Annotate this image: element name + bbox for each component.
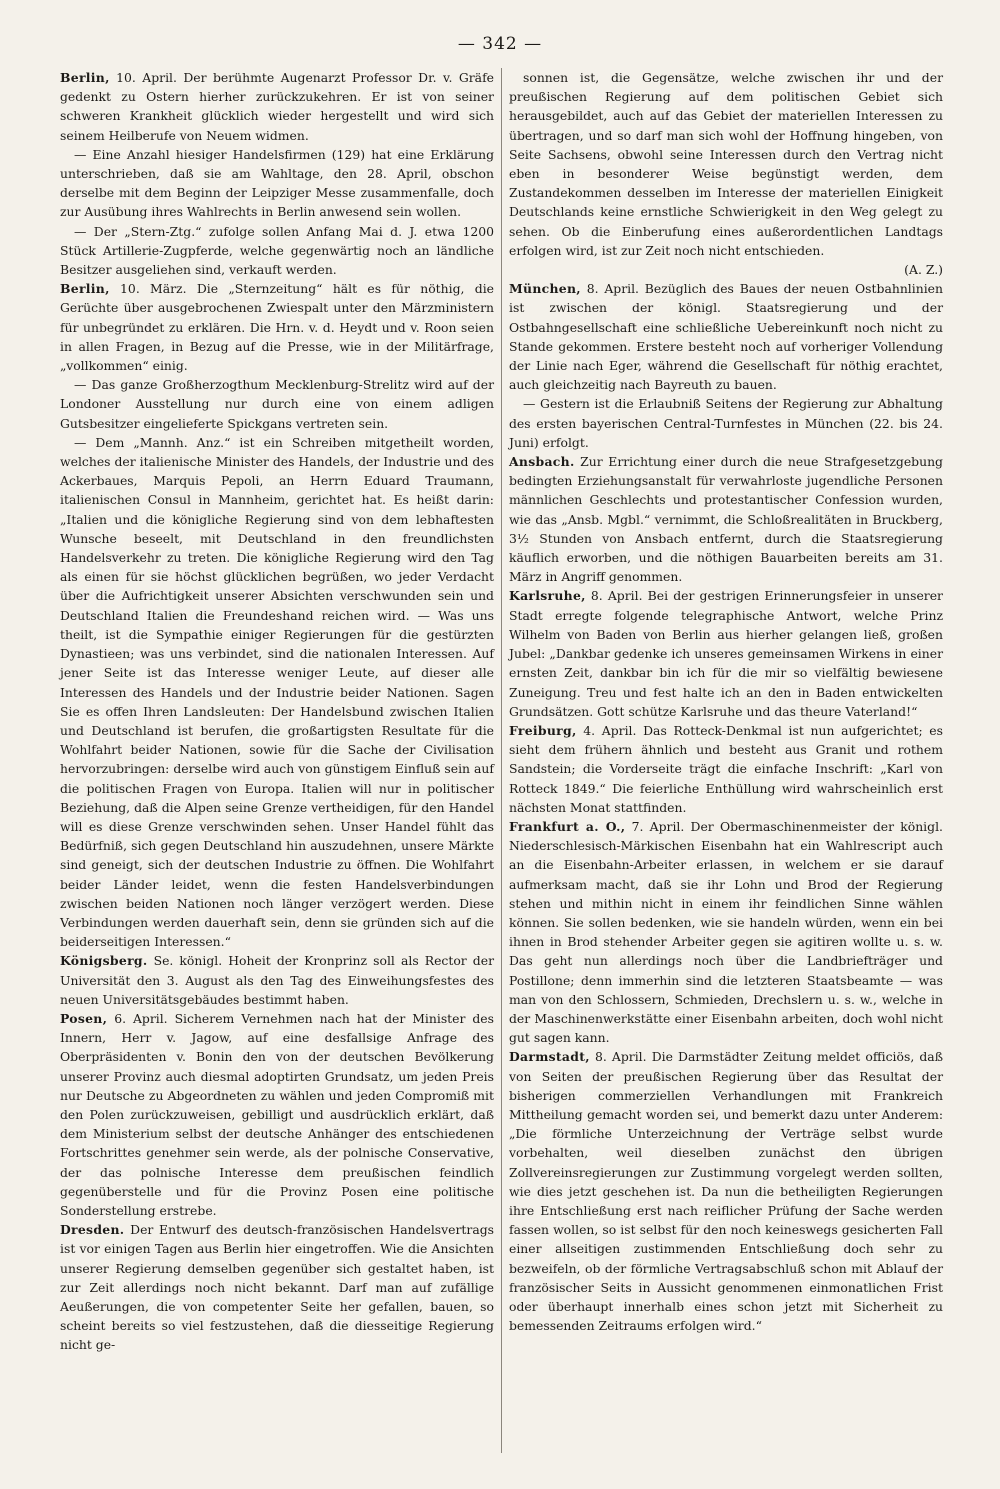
article-text: Der Entwurf des deutsch-französischen Handelsvertrags ist vor einigen Tagen aus Berlin hier eingetroffen. Wie die Ansichten unserer Regierung demselben gegenüber sich gestaltet haben, ist zur Zeit allerdings noch nicht bekannt. Darf man auf zufällige Aeußerungen, die von competenter Seite her gefallen, bauen, so scheint bereits so viel festzustehen, daß die diesseitige Regierung nicht ge- <box>60 1222 494 1353</box>
article-text: Zur Errichtung einer durch die neue Strafgesetzgebung bedingten Erziehungsanstalt für verwahrloste jugendliche Personen männlichen Geschlechts und protestantischer Confession wurden, wie das „Ansb. Mgbl.“ vernimmt, die Schloßrealitäten in Bruckberg, 3½ Stunden von Ansbach entfernt, durch die Staatsregierung käuflich erworben, und die nöthigen Bauarbeiten bereits am 31. März in Angriff genommen. <box>509 454 943 585</box>
article-text: — Eine Anzahl hiesiger Handelsfirmen (129) hat eine Erklärung unterschrieben, daß sie am Wahltage, den 28. April, obschon derselbe mit dem Beginn der Leipziger Messe zusammenfalle, doch zur Ausübung ihres Wahlrechts in Berlin anwesend sein wollen. <box>60 146 494 220</box>
dateline-place: München, <box>509 281 581 297</box>
article-text: 10. April. Der berühmte Augenarzt Professor Dr. v. Gräfe gedenkt zu Ostern hierher zurückzukehren. Er ist von seiner schweren Krankheit glücklich wieder hergestellt und wird sich seinem Heilberufe von Neuem widmen. <box>60 70 494 143</box>
dateline-place: Königsberg. <box>60 953 148 969</box>
dateline-place: Posen, <box>60 1010 108 1026</box>
article-text: Se. königl. Hoheit der Kronprinz soll als Rector der Universität den 3. August als den Tag des Einweihungsfestes des neuen Universitätsgebäudes bestimmt haben. <box>60 953 494 1007</box>
dateline-place: Dresden. <box>60 1222 125 1238</box>
dateline-place: Berlin, <box>60 281 110 297</box>
article-paragraph <box>60 279 494 375</box>
article-paragraph <box>60 1009 494 1220</box>
article-text: 6. April. Sicherem Vernehmen nach hat der Minister des Innern, Herr v. Jagow, auf eine desfallsige Anfrage des Oberpräsidenten v. Bonin den von der deutschen Bevölkerung unserer Provinz auch diesmal adoptirten Grundsatz, um jeden Preis nur Deutsche zu Abgeordneten zu wählen und jeden Compromiß mit den Polen zurückzuweisen, gebilligt und ausdrücklich erklärt, daß dem Ministerium selbst der deutsche Anhänger des entschiedenen Fortschrittes genehmer sein werde, als der polnische Conservative, der das polnische Interesse dem preußischen feindlich gegenüberstelle und für die Provinz Posen eine politische Sonderstellung erstrebe. <box>60 1010 494 1218</box>
article-paragraph <box>60 1220 494 1354</box>
article-text: — Der „Stern-Ztg.“ zufolge sollen Anfang Mai d. J. etwa 1200 Stück Artillerie-Zugpferde, welche gegenwärtig noch an ländliche Besitzer ausgeliehen sind, verkauft werden. <box>60 223 494 278</box>
article-paragraph <box>509 68 943 279</box>
dateline-place: Karlsruhe, <box>509 588 586 604</box>
dateline-place: Berlin, <box>60 70 110 85</box>
article-paragraph <box>509 721 943 817</box>
article-text: — Das ganze Großherzogthum Mecklenburg-Strelitz wird auf der Londoner Ausstellung nur durch eine von einem adligen Gutsbesitzer eingelieferte Spickgans vertreten sein. <box>60 377 494 431</box>
article-text: — Gestern ist die Erlaubniß Seitens der Regierung zur Abhaltung des ersten bayerischen Central-Turnfestes in München (22. bis 24. Juni) erfolgt. <box>509 396 943 450</box>
article-text: 7. April. Der Obermaschinenmeister der königl. Niederschlesisch-Märkischen Eisenbahn hat ein Wahlrescript auch an die Eisenbahn-Arbeiter erlassen, in welchem er sie darauf aufmerksam macht, daß sie ihr Lohn und Brod der Regierung stehen und mithin nicht in einem ihr feindlichen Sinne wählen können. Sie sollen bedenken, wie sie handeln würden, wenn ein bei ihnen in Brod stehender Arbeiter gegen sie agitiren wollte u. s. w. Das geht nun allerdings noch über die Landbriefträger und Postillone; denn immerhin sind die letzteren Staatsbeamte — was man von den Schlossern, Schmieden, Drechslern u. s. w., welche in der Maschinenwerkstätte einer Eisenbahn arbeiten, doch wohl nicht gut sagen kann. <box>509 818 943 1046</box>
article-text: 10. März. Die „Sternzeitung“ hält es für nöthig, die Gerüchte über ausgebrochenen Zwiespalt unter den Märzministern für unbegründet zu erklären. Die Hrn. v. d. Heydt und v. Roon seien in allen Fragen, in Bezug auf die Presse, wie in der Militärfrage, „vollkommen“ einig. <box>60 281 494 374</box>
article-text: 8. April. Bei der gestrigen Erinnerungsfeier in unserer Stadt erregte folgende telegraphische Antwort, welche Prinz Wilhelm von Baden von Berlin aus hierher gelangen ließ, großen Jubel: „Dankbar gedenke ich unseres gemeinsamen Wirkens in einer ernsten Zeit, dankbar bin ich für die mir so vielfältig bewiesene Zuneigung. Treu und fest halte ich an den in Baden entwickelten Grundsätzen. Gott schütze Karlsruhe und das theure Vaterland!“ <box>509 588 943 719</box>
article-paragraph <box>60 375 494 433</box>
article-paragraph <box>60 222 494 280</box>
left-column <box>60 68 494 1355</box>
article-paragraph <box>60 145 494 222</box>
page-number: — 342 — <box>457 34 543 54</box>
dateline-place: Frankfurt a. O., <box>509 818 626 834</box>
article-paragraph <box>509 279 943 394</box>
article-paragraph <box>509 586 943 720</box>
dateline-place: Darmstadt, <box>509 1049 590 1065</box>
column-divider <box>501 68 502 1453</box>
dateline-place: Freiburg, <box>509 722 577 738</box>
dateline-place: Ansbach. <box>509 454 575 470</box>
article-paragraph <box>509 817 943 1047</box>
article-text: — Dem „Mannh. Anz.“ ist ein Schreiben mitgetheilt worden, welches der italienische Minister des Handels, der Industrie und des Ackerbaues, Marquis Pepoli, an Herrn Eduard Traumann, italienischen Consul in Mannheim, gerichtet hat. Es heißt darin: „Italien und die königliche Regierung sind von dem lebhaftesten Wunsche beseelt, mit Deutschland in den freundlichsten Handelsverkehr zu treten. Die königliche Regierung wird den Tag als einen für sie höchst glücklichen begrüßen, wo jeder Verdacht über die Aufrichtigkeit unserer Absichten verschwunden sein und Deutschland Italien die Freundeshand reichen wird. — Was uns theilt, ist die Sympathie einiger Regierungen für die gestürzten Dynastieen; was uns verbindet, sind die nationalen Interessen. Auf jener Seite ist das Interesse weniger Leute, auf dieser alle Interessen des Handels und der Industrie beider Nationen. Sagen Sie es offen Ihren Landsleuten: Der Handelsbund zwischen Italien und Deutschland ist berufen, die großartigsten Resultate für die Wohlfahrt beider Nationen, sowie für die Sache der Civilisation hervorzubringen: derselbe wird auch von günstigem Einfluß sein auf die politischen Fragen von Europa. Italien will nur in politischer Beziehung, daß die Alpen seine Grenze vertheidigen, für den Handel will es diese Grenze verschwinden sehen. Unser Handel fühlt das Bedürfniß, sich gegen Deutschland hin auszudehnen, unsere Märkte sind geneigt, sich der deutschen Industrie zu öffnen. Die Wohlfahrt beider Länder leidet, wenn die festen Handelsverbindungen zwischen beiden Nationen noch länger verzögert werden. Diese Verbindungen werden dauerhaft sein, denn sie gründen sich auf die beiderseitigen Interessen.“ <box>60 434 494 950</box>
article-paragraph <box>60 433 494 951</box>
right-column <box>509 68 943 1335</box>
article-paragraph <box>509 394 943 452</box>
article-text: sonnen ist, die Gegensätze, welche zwischen ihr und der preußischen Regierung auf dem politischen Gebiet sich herausgebildet, auch auf das Gebiet der materiellen Interessen zu übertragen, und so darf man sich wohl der Hoffnung hingeben, von Seite Sachsens, obwohl seine Interessen durch den Vertrag nicht eben in besonderer Weise begünstigt werden, dem Zustandekommen desselben im Interesse der materiellen Einigkeit Deutschlands keine ernstliche Schwierigkeit in den Weg gelegt zu sehen. Ob die Einberufung eines außerordentlichen Landtags erfolgen wird, ist zur Zeit noch nicht entschieden. <box>509 70 943 258</box>
source-signature: (A. Z.) <box>904 262 943 278</box>
article-paragraph <box>60 951 494 1009</box>
article-paragraph <box>60 68 494 145</box>
article-paragraph <box>509 1047 943 1335</box>
article-text: 8. April. Die Darmstädter Zeitung meldet officiös, daß von Seiten der preußischen Regierung über das Resultat der bisherigen commerziellen Verhandlungen mit Frankreich Mittheilung gemacht worden sei, und bemerkt dazu unter Anderem: „Die förmliche Unterzeichnung der Verträge selbst wurde vorbehalten, weil dieselben zunächst den übrigen Zollvereinsregierungen zur Zustimmung vorgelegt werden sollten, wie dies jetzt geschehen ist. Da nun die betheiligten Regierungen ihre Entschließung erst nach reiflicher Prüfung der Sache werden fassen wollen, so ist selbst für den noch keineswegs gesicherten Fall einer allseitigen zustimmenden Entschließung doch sehr zu bezweifeln, ob der förmliche Vertragsabschluß schon mit Ablauf der französischer Seits in Aussicht genommenen einmonatlichen Frist oder überhaupt innerhalb eines schon jetzt mit Sicherheit zu bemessenden Zeitraums erfolgen wird.“ <box>509 1049 943 1334</box>
article-text: 8. April. Bezüglich des Baues der neuen Ostbahnlinien ist zwischen der königl. Staatsregierung und der Ostbahngesellschaft eine schließliche Uebereinkunft noch nicht zu Stande gekommen. Erstere besteht noch auf vorheriger Vollendung der Linie nach Eger, während die Gesellschaft für nöthig erachtet, auch gleichzeitig nach Bayreuth zu bauen. <box>509 281 943 393</box>
article-text: 4. April. Das Rotteck-Denkmal ist nun aufgerichtet; es sieht dem frühern ähnlich und besteht aus Granit und rothem Sandstein; die Vorderseite trägt die einfache Inschrift: „Karl von Rotteck 1849.“ Die feierliche Enthüllung wird wahrscheinlich erst nächsten Monat stattfinden. <box>509 722 943 815</box>
article-paragraph <box>509 452 943 586</box>
